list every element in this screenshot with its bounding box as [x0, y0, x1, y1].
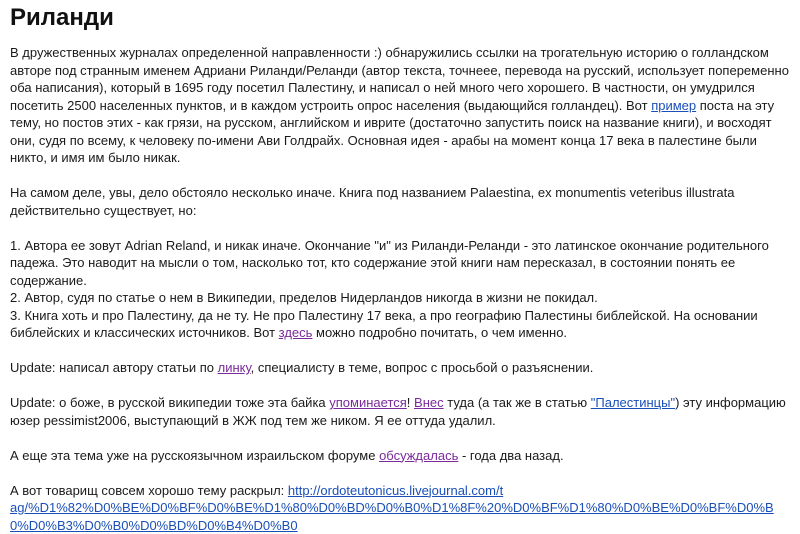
- spacer: [10, 219, 790, 237]
- list-item-1: 1. Автора ее зовут Adrian Reland, и никак иначе. Окончание "и" из Риланди-Реланди - это латинское окончание родительного падежа. Это наводит на мысли о том, насколько тот, кто содержание этой книги нам пересказал, в состоянии понять ее содержание.: [10, 237, 790, 290]
- final-paragraph: [10, 482, 790, 534]
- intro-text-after: поста на эту тему, но постов этих - как грязи, на русском, английском и иврите (достаточно запустить поиск на название книги), и восходят они, судя по всему, к человеку по-имени Ави Голдрайх. Основная идея - арабы на момент конца 17 века в палестине были никто, и имя им было никак.: [10, 98, 774, 166]
- list-item-3-after: можно подробно почитать, о чем именно.: [312, 325, 567, 340]
- link-link[interactable]: линку: [218, 360, 251, 375]
- url-rest: ag/%D1%82%D0%BE%D0%BF%D0%BE%D1%80%D0%BD%D0%B0%D1%8F%20%D0%BF%D1%80%D0%BE%D0%BF%D0%B0%D0%B3%D0%B0%D0%BD%D0%B4%D0%B0: [10, 500, 774, 533]
- forum-after: - года два назад.: [458, 448, 563, 463]
- update-2-after: ) эту информацию юзер pessimist2006, выступающий в ЖЖ под тем же ником. Я ее оттуда удалил.: [10, 395, 786, 428]
- spacer: [10, 429, 790, 447]
- example-link[interactable]: пример: [651, 98, 696, 113]
- spacer: [10, 342, 790, 360]
- page-title: Риланди: [10, 0, 790, 32]
- update-1: [10, 359, 790, 377]
- list-item-3: [10, 307, 790, 342]
- forum-before: А еще эта тема уже на русскоязычном израильском форуме: [10, 448, 379, 463]
- final-before: А вот товарищ совсем хорошо тему раскрыл:: [10, 483, 288, 498]
- list-item-3-before: 3. Книга хоть и про Палестину, да не ту. Не про Палестину 17 века, а про географию Палестины библейской. На основании библейских и классических источников. Вот: [10, 308, 758, 341]
- update-2-before: Update: о боже, в русской википедии тоже эта байка: [10, 395, 329, 410]
- update-1-after: , специалисту в теме, вопрос с просьбой о разъяснении.: [251, 360, 594, 375]
- intro-text-before: В дружественных журналах определенной направленности :) обнаружились ссылки на трогательную историю о голландском авторе под странным именем Адриани Риланди/Реланди (автор текста, точнеее, перевода на русский, использует попеременно оба написания), который в 1695 году посетил Палестину, и написал о ней много чего хорошего. В частности, он умудрился посетить 2500 населенных пунктов, и в каждом устроить опрос населения (выдающийся голландец). Вот: [10, 45, 789, 113]
- list-item-2: 2. Автор, судя по статье о нем в Википедии, пределов Нидерландов никогда в жизни не покидал.: [10, 289, 790, 307]
- discussed-link[interactable]: обсуждалась: [379, 448, 458, 463]
- mentioned-link[interactable]: упоминается: [329, 395, 407, 410]
- spacer: [10, 167, 790, 185]
- url-line-1: http://ordoteutonicus.livejournal.com/t: [288, 483, 503, 498]
- here-link[interactable]: здесь: [279, 325, 313, 340]
- spacer: [10, 464, 790, 482]
- palestinians-link[interactable]: "Палестинцы": [591, 395, 675, 410]
- update-1-before: Update: написал автору статьи по: [10, 360, 218, 375]
- update-2: [10, 394, 790, 429]
- update-2-mid-1: !: [407, 395, 414, 410]
- added-link[interactable]: Внес: [414, 395, 444, 410]
- intro-paragraph: [10, 44, 790, 167]
- reality-paragraph: На самом деле, увы, дело обстояло несколько иначе. Книга под названием Palaestina, ex monumentis veteribus illustrata действительно существует, но:: [10, 184, 790, 219]
- spacer: [10, 377, 790, 395]
- update-2-mid-2: туда (а так же в статью: [444, 395, 591, 410]
- forum-paragraph: [10, 447, 790, 465]
